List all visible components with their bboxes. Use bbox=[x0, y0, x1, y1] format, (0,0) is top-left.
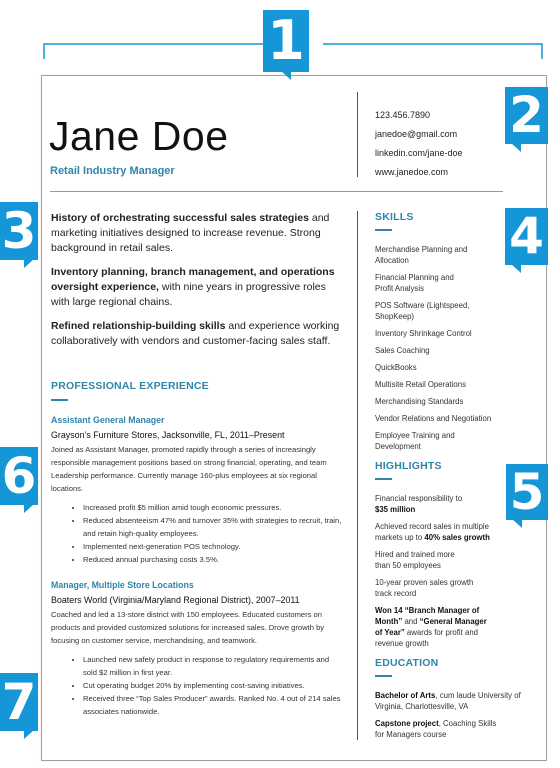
column-divider bbox=[357, 211, 358, 740]
skills-section bbox=[375, 212, 500, 458]
skill-item: Multisite Retail Operations bbox=[375, 380, 467, 389]
skill-item: QuickBooks bbox=[375, 363, 417, 372]
skill-item: Sales Coaching bbox=[375, 346, 430, 355]
highlight-item: 10-year proven sales growth track record bbox=[375, 578, 474, 598]
contact-website[interactable]: www.janedoe.com bbox=[375, 167, 449, 177]
job-description: Coached and led a 13-store district with 150 employees. Educated customers on products and provided customized solutions for increased sales. Drove growth by focusing on customer service, merchandising, and teamwork. bbox=[51, 610, 325, 645]
skill-item: Merchandise Planning and Allocation bbox=[375, 245, 468, 265]
marker-5: 5 bbox=[506, 464, 548, 520]
list-item: • Increased profit $5 million amid tough economic pressures. bbox=[83, 501, 343, 514]
job-achievements bbox=[51, 501, 343, 566]
contact-phone: 123.456.7890 bbox=[375, 110, 431, 120]
list-item: • Implemented next-generation POS technology. bbox=[83, 540, 343, 553]
job-title: Assistant General Manager bbox=[51, 415, 165, 425]
list-item: • Reduced annual purchasing costs 3.5%. bbox=[83, 553, 343, 566]
job-achievements bbox=[51, 653, 343, 718]
contact-email[interactable]: janedoe@gmail.com bbox=[375, 129, 458, 139]
summary-item: Refined relationship-building skills and experience working collaboratively with vendors and customer-facing sales staff. bbox=[51, 320, 340, 347]
experience-section bbox=[51, 380, 343, 718]
header-rule bbox=[50, 191, 503, 192]
summary-item: Inventory planning, branch management, and operations oversight experience, with nine years in progressive roles with large regional chains. bbox=[51, 266, 335, 308]
job-company: Boaters World (Virginia/Maryland Regional District), 2007–2011 bbox=[51, 595, 300, 605]
highlight-item: Won 14 “Branch Manager of Month” and “General Manager of Year” awards for profit and revenue growth bbox=[375, 606, 487, 648]
highlight-item: Hired and trained more than 50 employees bbox=[375, 550, 455, 570]
education-section bbox=[375, 657, 521, 746]
marker-1: 1 bbox=[263, 10, 309, 72]
summary-item: History of orchestrating successful sales strategies and marketing initiatives designed to increase revenue. Strong background in retail sales. bbox=[51, 212, 330, 254]
highlights-section bbox=[375, 461, 500, 655]
skill-item: Vendor Relations and Negotiation bbox=[375, 414, 492, 423]
marker-4: 4 bbox=[505, 208, 548, 265]
heading-underline bbox=[375, 675, 392, 677]
heading-underline bbox=[375, 229, 392, 231]
highlight-item: Financial responsibility to $35 million bbox=[375, 494, 463, 514]
job-description: Joined as Assistant Manager, promoted rapidly through a series of increasingly responsible management positions based on strong financial, operating, and team Leadership performance. Currently manage 160-plus employees at six regional locations. bbox=[51, 445, 327, 493]
contact-linkedin[interactable]: linkedin.com/jane-doe bbox=[375, 148, 463, 158]
highlight-item: Achieved record sales in multiple markets up to 40% sales growth bbox=[375, 522, 490, 542]
skill-item: Financial Planning and Profit Analysis bbox=[375, 273, 454, 293]
list-item: • Cut operating budget 20% by implementing cost-saving initiatives. bbox=[83, 679, 343, 692]
education-item: Bachelor of Arts, cum laude University of Virginia, Charlottesville, VA bbox=[375, 691, 521, 711]
job-company: Grayson’s Furniture Stores, Jacksonville, FL, 2011–Present bbox=[51, 430, 285, 440]
contact-block bbox=[375, 106, 463, 182]
education-heading: EDUCATION bbox=[375, 657, 439, 669]
list-item: • Launched new safety product in response to regulatory requirements and sold $2 million in first year. bbox=[83, 653, 343, 679]
skill-item: Inventory Shrinkage Control bbox=[375, 329, 472, 338]
skill-item: Employee Training and Development bbox=[375, 431, 455, 451]
summary-section bbox=[51, 211, 341, 358]
marker-6: 6 bbox=[1, 447, 37, 505]
heading-underline bbox=[375, 478, 392, 480]
skill-item: POS Software (Lightspeed, ShopKeep) bbox=[375, 301, 470, 321]
list-item: • Received three “Top Sales Producer” awards. Ranked No. 4 out of 214 sales associates nationwide. bbox=[83, 692, 343, 718]
marker-2: 2 bbox=[505, 87, 548, 144]
marker-7: 7 bbox=[1, 673, 37, 731]
job-title: Manager, Multiple Store Locations bbox=[51, 580, 194, 590]
education-item: Capstone project, Coaching Skills for Managers course bbox=[375, 719, 497, 739]
candidate-name: Jane Doe bbox=[49, 113, 229, 159]
header-divider bbox=[357, 92, 358, 177]
experience-heading: PROFESSIONAL EXPERIENCE bbox=[51, 380, 209, 392]
candidate-role: Retail Industry Manager bbox=[50, 165, 175, 177]
highlights-heading: HIGHLIGHTS bbox=[375, 460, 442, 472]
skills-heading: SKILLS bbox=[375, 211, 414, 223]
list-item: • Reduced absenteeism 47% and turnover 35% with strategies to recruit, train, and retain high-quality employees. bbox=[83, 514, 343, 540]
marker-3: 3 bbox=[1, 202, 37, 260]
heading-underline bbox=[51, 399, 68, 401]
skill-item: Merchandising Standards bbox=[375, 397, 464, 406]
